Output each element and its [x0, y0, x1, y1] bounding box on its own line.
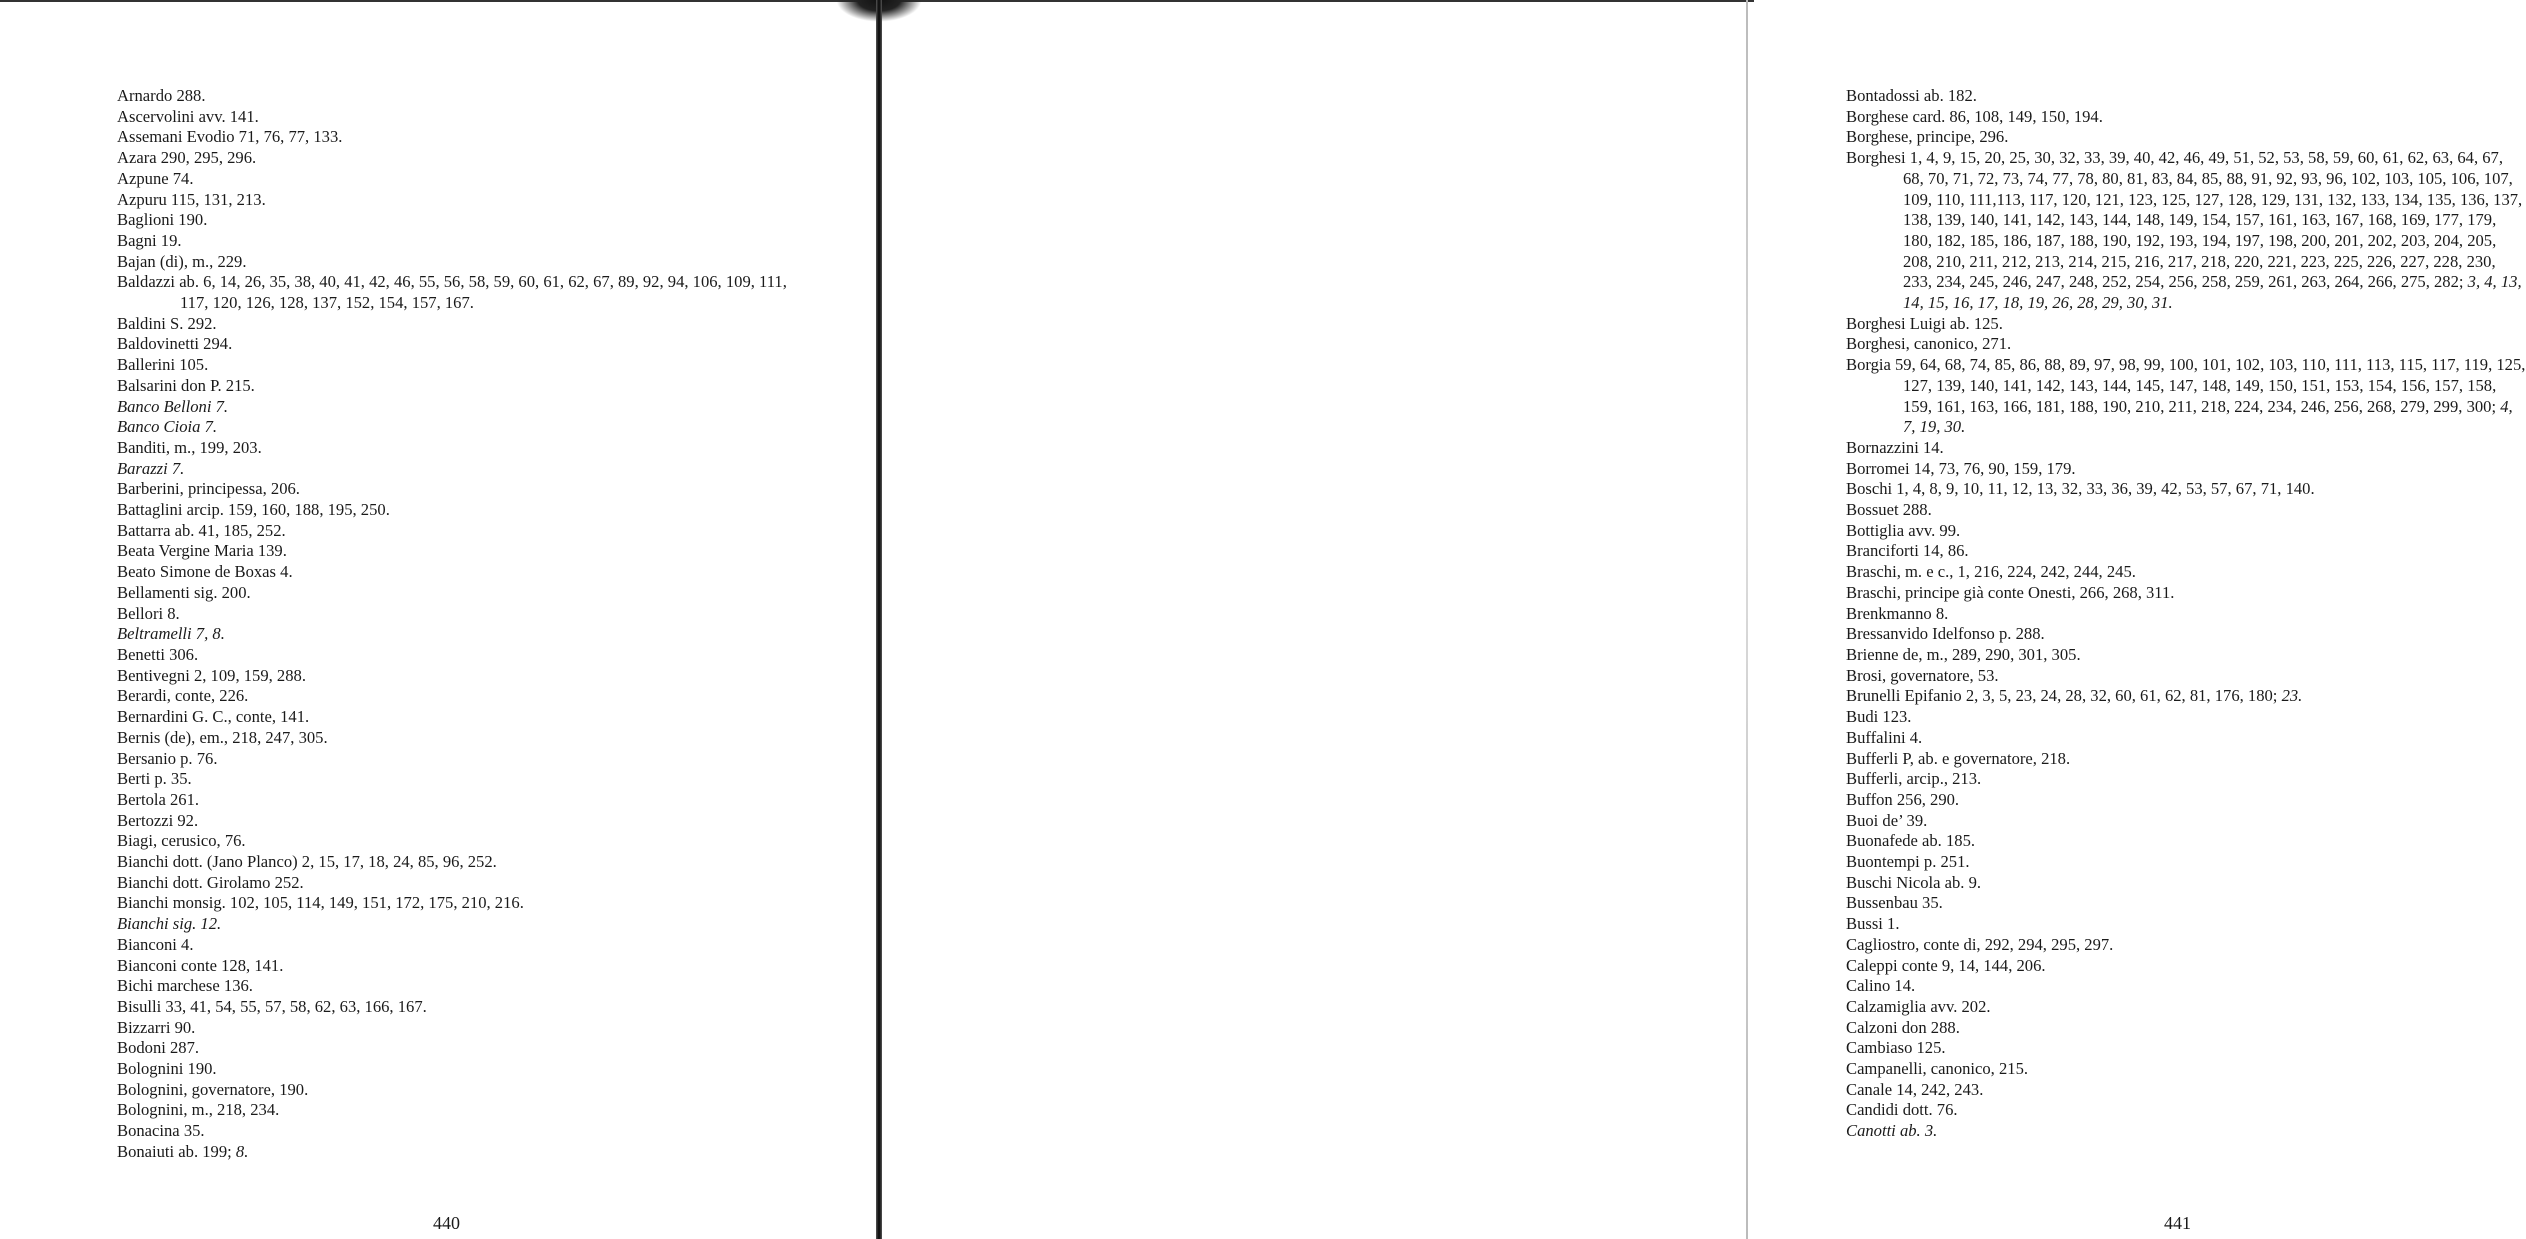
index-entry-text: Borghesi Luigi ab. 125.: [1846, 313, 2003, 333]
index-entry-text: Beato Simone de Boxas 4.: [117, 562, 293, 582]
index-entry: [117, 169, 817, 190]
index-entry-text: Balsarini don P. 215.: [117, 375, 255, 395]
index-entry: [117, 831, 817, 852]
index-entry: [1846, 562, 2526, 583]
index-entry: [1846, 728, 2526, 749]
index-entry: [117, 1018, 817, 1039]
index-entry-text: Bertozzi 92.: [117, 810, 199, 830]
index-entry-text: Baldovinetti 294.: [117, 334, 233, 354]
index-entry: [117, 811, 817, 832]
index-entry-text: Bellori 8.: [117, 603, 180, 623]
index-entry: [117, 645, 817, 666]
index-entry: [1846, 541, 2526, 562]
index-entry: [117, 1080, 817, 1101]
right-page: [890, 0, 2526, 1239]
index-entry: [117, 107, 817, 128]
index-entry-text: Borghesi, canonico, 271.: [1846, 334, 2012, 354]
index-list-right: [1846, 86, 2526, 1142]
index-entry-text: Beata Vergine Maria 139.: [117, 541, 287, 561]
index-entry: [1846, 583, 2526, 604]
index-entry-text: Buffalini 4.: [1846, 727, 1923, 747]
index-entry-text: Bichi marchese 136.: [117, 976, 253, 996]
index-entry-text: Calzamiglia avv. 202.: [1846, 996, 1991, 1016]
index-entry-text: Berti p. 35.: [117, 769, 192, 789]
index-entry: [117, 997, 817, 1018]
index-entry-text: Bolognini, m., 218, 234.: [117, 1100, 280, 1120]
index-entry: [1846, 686, 2526, 707]
index-entry-text: Bizzarri 90.: [117, 1017, 196, 1037]
index-entry: [117, 1059, 817, 1080]
index-entry: [1846, 127, 2526, 148]
index-entry-text: Cagliostro, conte di, 292, 294, 295, 297.: [1846, 934, 2114, 954]
index-entry-text: Borgia 59, 64, 68, 74, 85, 86, 88, 89, 97, 98, 99, 100, 101, 102, 103, 110, 111, 113, 115, 117, 119, 125, 127, 139, 140, 141, 142, 143, 144, 145, 147, 148, 149, 150, 151, 153, 154, 156, 157, 158, 159, 161, 163, 166, 181, 188, 190, 210, 211, 218, 224, 234, 246, 256, 268, 279, 299, 300;: [1846, 355, 2526, 416]
page-number-right: 441: [2164, 1213, 2191, 1233]
index-entry-text: Campanelli, canonico, 215.: [1846, 1059, 2029, 1079]
index-entry-text: Bottiglia avv. 99.: [1846, 520, 1961, 540]
index-entry-italic-refs: 4, 7, 19, 30.: [1903, 396, 2513, 437]
index-entry: [117, 583, 817, 604]
index-entry-text: Braschi, m. e c., 1, 216, 224, 242, 244, 245.: [1846, 562, 2136, 582]
index-entry-text: Bornazzini 14.: [1846, 437, 1944, 457]
index-entry: [117, 769, 817, 790]
index-entry: [117, 210, 817, 231]
index-entry-text: Bussenbau 35.: [1846, 893, 1943, 913]
index-entry-text: Assemani Evodio 71, 76, 77, 133.: [117, 127, 343, 147]
index-entry-italic-refs: 8.: [235, 1141, 249, 1161]
index-entry: [117, 604, 817, 625]
index-entry: [1846, 956, 2526, 977]
index-entry-text: Bianchi dott. Girolamo 252.: [117, 872, 304, 892]
index-entry-text: Bersanio p. 76.: [117, 748, 218, 768]
index-entry: [117, 1100, 817, 1121]
index-entry: [1846, 645, 2526, 666]
index-entry-italic-refs: 23.: [2281, 686, 2303, 706]
index-entry: [1846, 479, 2526, 500]
index-entry: [117, 231, 817, 252]
index-entry-text: Berardi, conte, 226.: [117, 686, 249, 706]
index-entry: [117, 666, 817, 687]
index-entry: [117, 376, 817, 397]
index-entry-text: Borromei 14, 73, 76, 90, 159, 179.: [1846, 458, 2076, 478]
index-entry-text: Canotti ab. 3.: [1846, 1121, 1938, 1141]
index-entry-text: Bufferli P, ab. e governatore, 218.: [1846, 748, 2071, 768]
index-entry: [1846, 1018, 2526, 1039]
index-entry-text: Brienne de, m., 289, 290, 301, 305.: [1846, 644, 2081, 664]
index-entry: [1846, 811, 2526, 832]
index-entry: [117, 914, 817, 935]
index-entry: [117, 86, 817, 107]
index-entry: [1846, 438, 2526, 459]
index-entry-text: Baldini S. 292.: [117, 313, 217, 333]
index-entry-text: Borghesi 1, 4, 9, 15, 20, 25, 30, 32, 33, 39, 40, 42, 46, 49, 51, 52, 53, 58, 59, 60, 61, 62, 63, 64, 67, 68, 70, 71, 72, 73, 74, 77, 78, 80, 81, 83, 84, 85, 88, 91, 92, 93, 96, 102, 103, 105, 106, 107, 109, 110, 111,113, 117, 120, 121, 123, 125, 127, 128, 129, 131, 132, 133, 134, 135, 136, 137, 138, 139, 140, 141, 142, 143, 144, 148, 149, 154, 157, 161, 163, 167, 168, 169, 177, 179, 180, 182, 185, 186, 187, 188, 190, 192, 193, 194, 197, 198, 200, 201, 202, 203, 204, 205, 208, 210, 211, 212, 213, 214, 215, 216, 217, 218, 220, 221, 223, 225, 226, 227, 228, 230, 233, 234, 245, 246, 247, 248, 252, 254, 256, 258, 259, 261, 263, 264, 266, 275, 282;: [1846, 148, 2523, 292]
index-entry-text: Bontadossi ab. 182.: [1846, 86, 1977, 105]
index-entry: [117, 728, 817, 749]
index-entry: [1846, 976, 2526, 997]
index-entry: [1846, 334, 2526, 355]
index-entry: [1846, 314, 2526, 335]
index-entry-text: Battarra ab. 41, 185, 252.: [117, 520, 286, 540]
index-entry-text: Baglioni 190.: [117, 210, 208, 230]
index-entry: [1846, 355, 2526, 438]
index-entry-text: Cambiaso 125.: [1846, 1038, 1946, 1058]
index-entry-text: Bussi 1.: [1846, 914, 1900, 934]
index-entry-text: Brosi, governatore, 53.: [1846, 665, 1999, 685]
index-entry: [117, 624, 817, 645]
index-entry: [1846, 997, 2526, 1018]
index-entry: [1846, 893, 2526, 914]
index-entry: [117, 893, 817, 914]
index-entry: [1846, 1100, 2526, 1121]
index-entry-text: Bonacina 35.: [117, 1121, 205, 1141]
index-entry-text: Buonafede ab. 185.: [1846, 831, 1976, 851]
index-entry-text: Bajan (di), m., 229.: [117, 251, 247, 271]
index-entry: [1846, 1038, 2526, 1059]
index-entry-text: Banditi, m., 199, 203.: [117, 437, 262, 457]
index-entry-text: Buontempi p. 251.: [1846, 852, 1970, 872]
index-entry: [117, 852, 817, 873]
index-entry-text: Calino 14.: [1846, 976, 1916, 996]
index-entry: [1846, 148, 2526, 314]
index-entry: [117, 541, 817, 562]
index-entry: [117, 127, 817, 148]
index-entry-text: Buschi Nicola ab. 9.: [1846, 872, 1982, 892]
index-entry: [1846, 1080, 2526, 1101]
index-entry-text: Boschi 1, 4, 8, 9, 10, 11, 12, 13, 32, 33, 36, 39, 42, 53, 57, 67, 71, 140.: [1846, 479, 2315, 499]
index-entry-text: Bianconi conte 128, 141.: [117, 955, 284, 975]
index-entry: [1846, 1121, 2526, 1142]
index-entry-text: Barberini, principessa, 206.: [117, 479, 300, 499]
index-entry-text: Brunelli Epifanio 2, 3, 5, 23, 24, 28, 32, 60, 61, 62, 81, 176, 180;: [1846, 686, 2282, 706]
index-entry: [117, 252, 817, 273]
index-entry-text: Arnardo 288.: [117, 86, 206, 105]
index-entry: [1846, 935, 2526, 956]
index-entry-text: Bellamenti sig. 200.: [117, 582, 251, 602]
index-entry-text: Ballerini 105.: [117, 355, 209, 375]
index-entry-text: Brenkmanno 8.: [1846, 603, 1949, 623]
index-entry-text: Bolognini 190.: [117, 1059, 217, 1079]
index-entry-text: Budi 123.: [1846, 707, 1912, 727]
left-page: [0, 0, 870, 1239]
index-entry-text: Candidi dott. 76.: [1846, 1100, 1958, 1120]
index-entry-text: Borghese, principe, 296.: [1846, 127, 2009, 147]
index-entry-text: Calzoni don 288.: [1846, 1017, 1960, 1037]
index-entry: [117, 459, 817, 480]
index-entry-text: Bernis (de), em., 218, 247, 305.: [117, 727, 328, 747]
index-entry: [1846, 790, 2526, 811]
index-entry: [1846, 624, 2526, 645]
index-entry: [117, 334, 817, 355]
index-entry-text: Bressanvido Idelfonso p. 288.: [1846, 624, 2045, 644]
index-entry-text: Bodoni 287.: [117, 1038, 200, 1058]
index-entry-text: Borghese card. 86, 108, 149, 150, 194.: [1846, 106, 2103, 126]
index-entry-text: Braschi, principe già conte Onesti, 266, 268, 311.: [1846, 582, 2175, 602]
index-entry: [1846, 852, 2526, 873]
index-entry: [117, 956, 817, 977]
index-entry-text: Caleppi conte 9, 14, 144, 206.: [1846, 955, 2046, 975]
index-entry: [117, 976, 817, 997]
index-entry: [117, 521, 817, 542]
index-entry: [1846, 666, 2526, 687]
index-entry: [117, 479, 817, 500]
index-entry-text: Baldazzi ab. 6, 14, 26, 35, 38, 40, 41, 42, 46, 55, 56, 58, 59, 60, 61, 62, 67, 89, 92, 94, 106, 109, 111, 117, 120, 126, 128, 137, 152, 154, 157, 167.: [117, 272, 787, 313]
index-list-left: [117, 86, 817, 1163]
index-entry-italic-refs: 3, 4, 13, 14, 15, 16, 17, 18, 19, 26, 28, 29, 30, 31.: [1903, 272, 2522, 313]
index-entry-text: Battaglini arcip. 159, 160, 188, 195, 250.: [117, 500, 390, 520]
index-entry: [1846, 604, 2526, 625]
index-entry-text: Bertola 261.: [117, 789, 200, 809]
index-entry-text: Bolognini, governatore, 190.: [117, 1079, 309, 1099]
index-entry: [117, 562, 817, 583]
index-entry: [1846, 831, 2526, 852]
index-entry: [117, 355, 817, 376]
index-entry-text: Bianchi dott. (Jano Planco) 2, 15, 17, 18, 24, 85, 96, 252.: [117, 852, 497, 872]
index-entry: [117, 873, 817, 894]
index-entry-text: Bernardini G. C., conte, 141.: [117, 707, 310, 727]
index-entry: [117, 790, 817, 811]
index-entry: [1846, 873, 2526, 894]
index-entry: [117, 190, 817, 211]
index-entry: [117, 1038, 817, 1059]
index-entry: [117, 438, 817, 459]
page-edge: [1746, 0, 1748, 1239]
index-entry-text: Bianconi 4.: [117, 934, 194, 954]
index-entry: [117, 148, 817, 169]
index-entry: [1846, 500, 2526, 521]
index-entry: [1846, 769, 2526, 790]
index-entry-text: Bonaiuti ab. 199;: [117, 1141, 236, 1161]
index-entry-text: Bufferli, arcip., 213.: [1846, 769, 1982, 789]
index-entry-text: Biagi, cerusico, 76.: [117, 831, 246, 851]
index-entry-text: Banco Belloni 7.: [117, 396, 229, 416]
index-entry-text: Canale 14, 242, 243.: [1846, 1079, 1984, 1099]
index-entry-text: Benetti 306.: [117, 644, 199, 664]
index-entry: [117, 397, 817, 418]
index-entry-text: Ascervolini avv. 141.: [117, 106, 259, 126]
page-number-left: 440: [433, 1213, 460, 1233]
index-entry-text: Banco Cioia 7.: [117, 417, 218, 437]
index-entry: [117, 707, 817, 728]
index-entry-text: Azpuru 115, 131, 213.: [117, 189, 266, 209]
index-entry: [117, 1142, 817, 1163]
index-entry: [1846, 459, 2526, 480]
index-entry: [117, 935, 817, 956]
index-entry: [1846, 749, 2526, 770]
index-entry-text: Bossuet 288.: [1846, 500, 1932, 520]
index-entry: [117, 749, 817, 770]
index-entry: [1846, 914, 2526, 935]
index-entry-text: Buoi de’ 39.: [1846, 810, 1928, 830]
index-entry: [117, 1121, 817, 1142]
index-entry-text: Bagni 19.: [117, 230, 182, 250]
index-entry-text: Branciforti 14, 86.: [1846, 541, 1969, 561]
index-entry: [117, 417, 817, 438]
index-entry-text: Barazzi 7.: [117, 458, 185, 478]
index-entry-text: Bianchi sig. 12.: [117, 914, 222, 934]
index-entry: [1846, 1059, 2526, 1080]
index-entry: [1846, 107, 2526, 128]
index-entry: [1846, 521, 2526, 542]
index-entry: [117, 500, 817, 521]
index-entry-text: Buffon 256, 290.: [1846, 789, 1960, 809]
index-entry: [117, 272, 817, 313]
index-entry-text: Bianchi monsig. 102, 105, 114, 149, 151, 172, 175, 210, 216.: [117, 893, 524, 913]
index-entry: [1846, 86, 2526, 107]
index-entry-text: Bisulli 33, 41, 54, 55, 57, 58, 62, 63, 166, 167.: [117, 996, 427, 1016]
index-entry-text: Azara 290, 295, 296.: [117, 148, 257, 168]
index-entry: [1846, 707, 2526, 728]
index-entry: [117, 686, 817, 707]
index-entry: [117, 314, 817, 335]
index-entry-text: Bentivegni 2, 109, 159, 288.: [117, 665, 306, 685]
index-entry-text: Azpune 74.: [117, 168, 194, 188]
book-gutter: [876, 0, 882, 1239]
index-entry-text: Beltramelli 7, 8.: [117, 624, 225, 644]
